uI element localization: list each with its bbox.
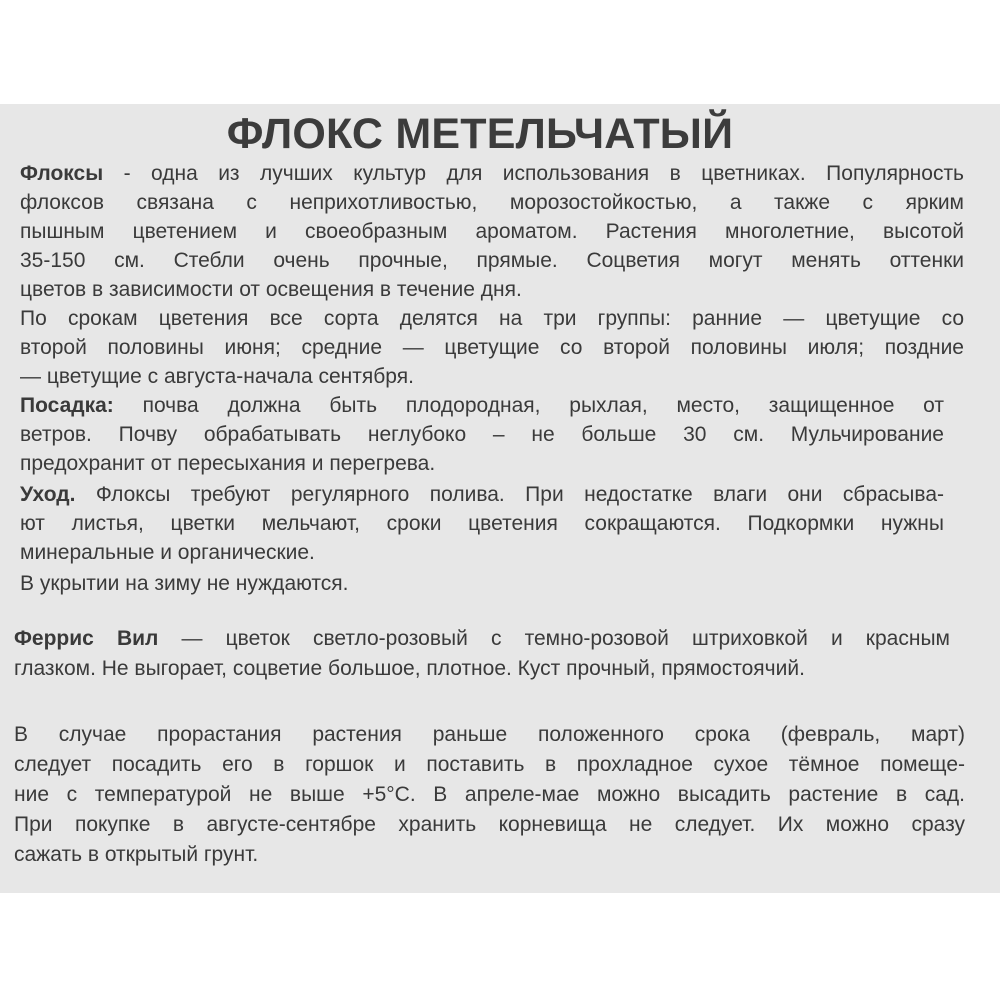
note-line-5: сажать в открытый грунт.	[14, 843, 259, 866]
variety-line-1-text: — цветок светло-розовый с темно-розовой штриховкой и красным	[158, 627, 950, 650]
note-line-1: В случае прорастания растения раньше положенного срока (февраль, март)	[14, 723, 965, 746]
planting-line-1	[20, 392, 944, 420]
intro-term: Флоксы	[20, 162, 104, 185]
care-line-2: ют листья, цветки мельчают, сроки цветения сокращаются. Подкормки нужны	[20, 512, 944, 535]
label-sheet	[0, 104, 1000, 893]
care-line-4: В укрытии на зиму не нуждаются.	[20, 572, 349, 595]
intro-line-1-text: - одна из лучших культур для использования в цветниках. Популярность	[103, 162, 964, 185]
groups-line-2: второй половины июня; средние — цветущие со второй половины июля; поздние	[20, 336, 964, 359]
intro-line-4: 35-150 см. Стебли очень прочные, прямые. Соцветия могут менять оттенки	[20, 249, 964, 272]
intro-line-1	[20, 160, 964, 188]
variety-term: Феррис Вил	[14, 627, 159, 650]
page-title: ФЛОКС МЕТЕЛЬЧАТЫЙ	[226, 110, 734, 158]
planting-line-1-text: почва должна быть плодородная, рыхлая, место, защищенное от	[113, 394, 944, 417]
care-line-1-text: Флоксы требуют регулярного полива. При недостатке влаги они сбрасыва-	[75, 483, 944, 506]
care-line-1	[20, 481, 944, 509]
note-line-3: ние с температурой не выше +5°C. В апреле-мае можно высадить растение в сад.	[14, 783, 965, 806]
intro-line-3: пышным цветением и своеобразным ароматом. Растения многолетние, высотой	[20, 220, 964, 243]
groups-line-1: По срокам цветения все сорта делятся на три группы: ранние — цветущие со	[20, 307, 964, 330]
note-line-2: следует посадить его в горшок и поставить в прохладное сухое тёмное помеще-	[14, 753, 965, 776]
note-line-4: При покупке в августе-сентябре хранить корневища не следует. Их можно сразу	[14, 813, 965, 836]
variety-line-1	[14, 625, 950, 653]
groups-line-3: — цветущие с августа-начала сентября.	[20, 365, 414, 388]
intro-line-2: флоксов связана с неприхотливостью, морозостойкостью, а также с ярким	[20, 191, 964, 214]
care-line-3: минеральные и органические.	[20, 541, 315, 564]
intro-line-5: цветов в зависимости от освещения в течение дня.	[20, 278, 522, 301]
planting-line-2: ветров. Почву обрабатывать неглубоко – не больше 30 см. Мульчирование	[20, 423, 944, 446]
care-term: Уход.	[20, 483, 76, 506]
planting-term: Посадка:	[20, 394, 114, 417]
planting-line-3: предохранит от пересыхания и перегрева.	[20, 452, 436, 475]
variety-line-2: глазком. Не выгорает, соцветие большое, плотное. Куст прочный, прямостоячий.	[14, 657, 805, 680]
